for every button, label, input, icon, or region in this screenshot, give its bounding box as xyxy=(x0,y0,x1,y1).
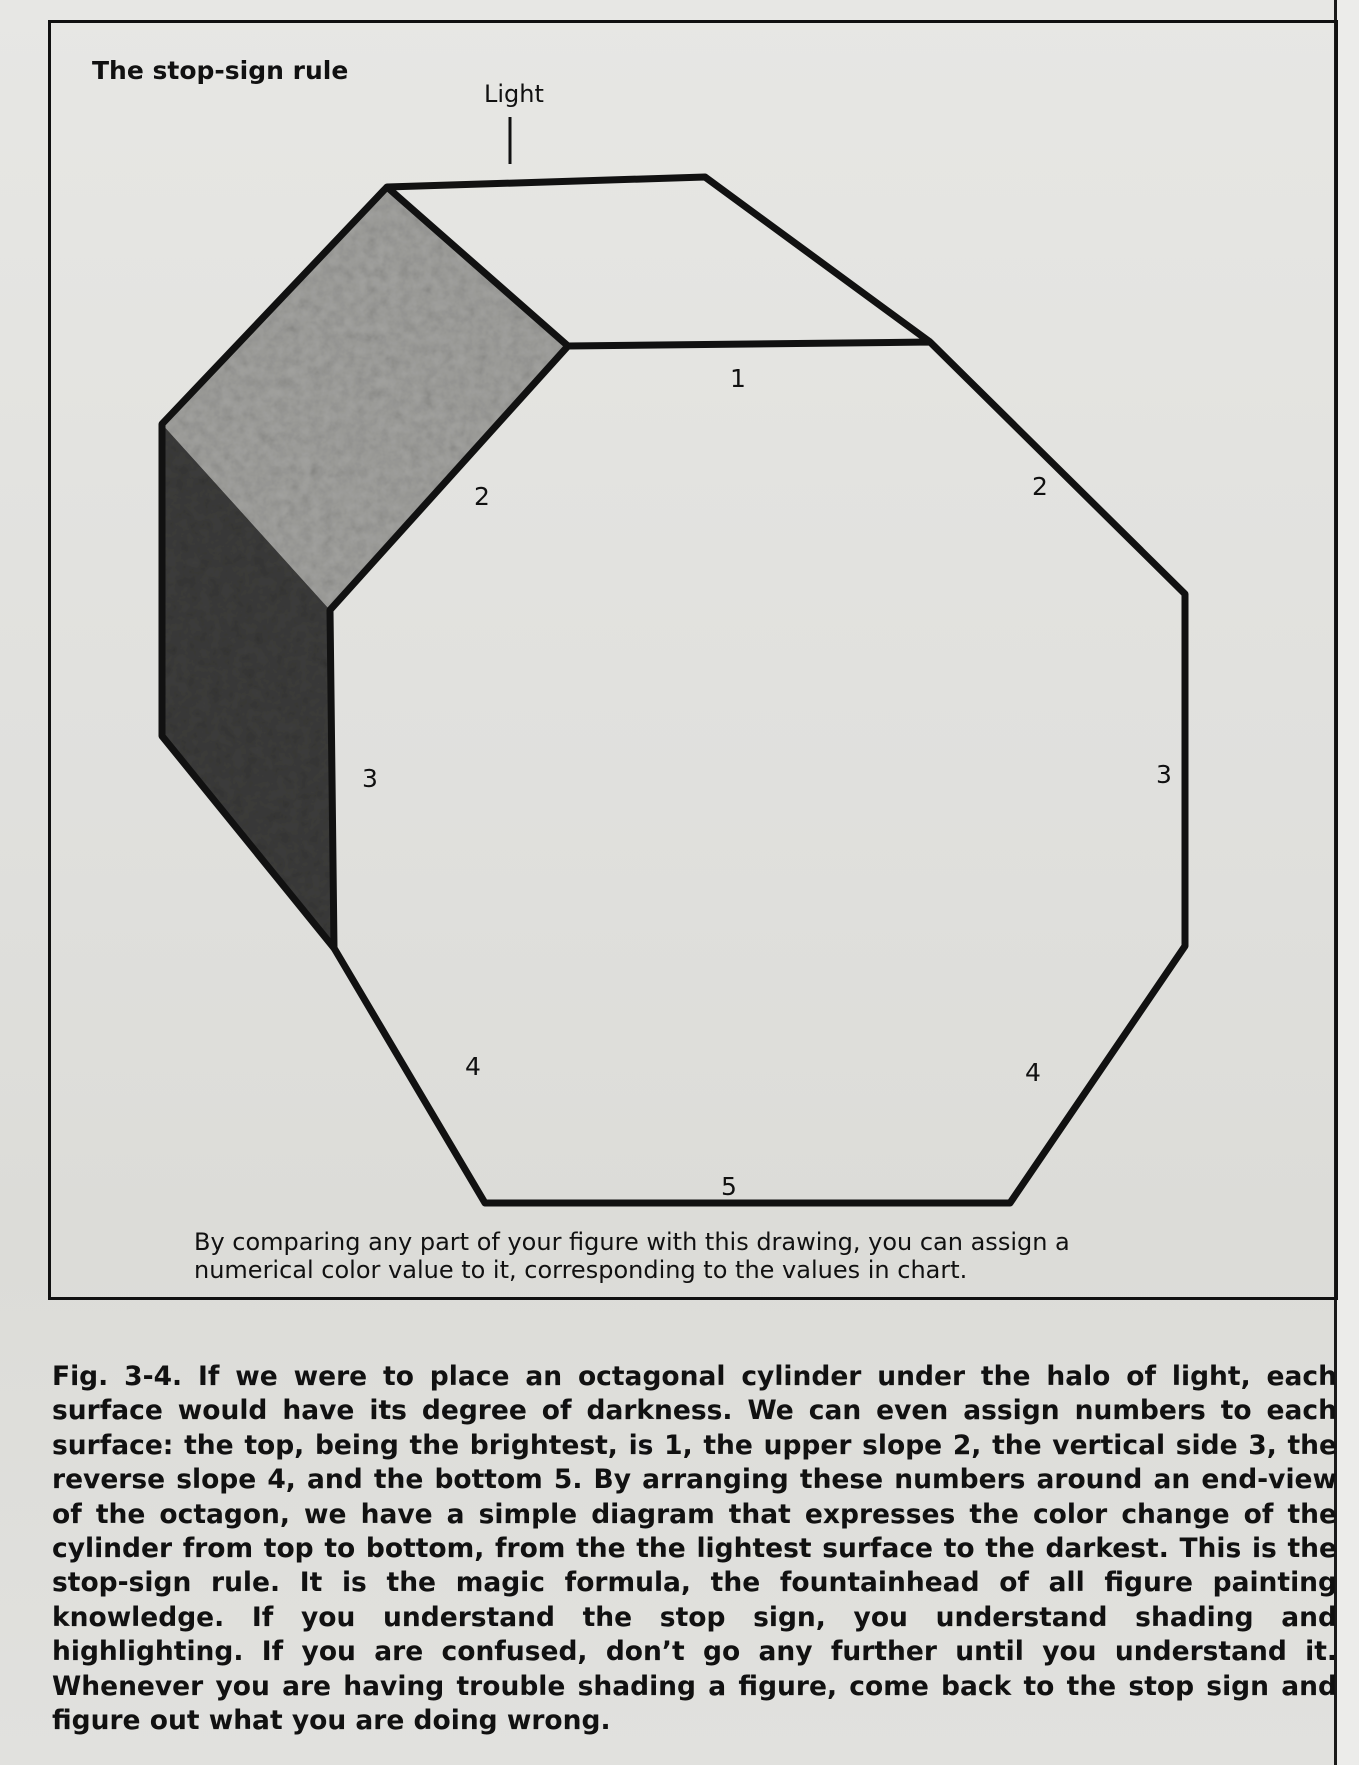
figure-title: The stop-sign rule xyxy=(92,56,349,85)
figure-caption: Fig. 3-4. If we were to place an octagonal cylinder under the halo of light, each surface would have its degree of darkness. We can even assign numbers to each surface: the top, being the brightest, is 1, the upper slope 2, the vertical side 3, the reverse slope 4, and the bottom 5. By arranging these numbers around an end-view of the octagon, we have a simple diagram that expresses the color change of the cylinder from top to bottom, from the the lightest surface to the darkest. This is the stop-sign rule. It is the magic formula, the fountainhead of all figure painting knowledge. If you understand the stop sign, you understand shading and highlighting. If you are confused, don’t go any further until you understand it. Whenever you are having trouble shading a figure, come back to the stop sign and figure out what you are doing wrong. xyxy=(52,1361,1337,1737)
surface-label-top: 1 xyxy=(730,364,746,393)
surface-label-upper-slope-left: 2 xyxy=(474,482,490,511)
surface-label-vertical-right: 3 xyxy=(1156,760,1172,789)
light-label: Light xyxy=(484,80,544,108)
surface-label-vertical-left: 3 xyxy=(362,764,378,793)
surface-label-reverse-slope-left: 4 xyxy=(465,1052,481,1081)
surface-label-reverse-slope-right: 4 xyxy=(1025,1058,1041,1087)
diagram-caption: By comparing any part of your figure with this drawing, you can assign a numerical color value to it, corresponding to the values in chart. xyxy=(194,1228,1070,1284)
surface-label-upper-slope-right: 2 xyxy=(1032,472,1048,501)
octagon-face xyxy=(330,342,1185,1203)
surface-label-bottom: 5 xyxy=(721,1172,737,1201)
